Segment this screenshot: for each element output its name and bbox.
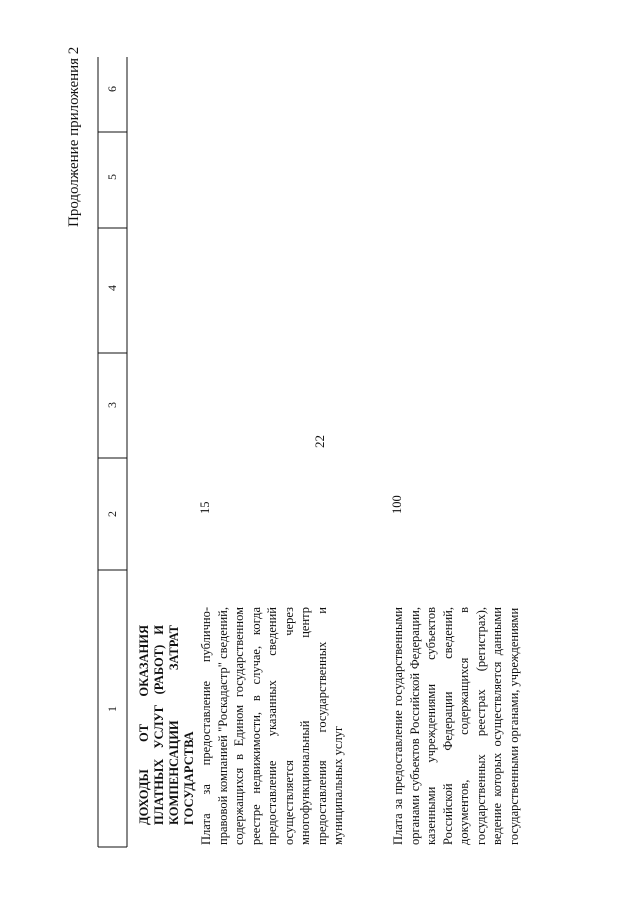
section-title: ДОХОДЫ ОТ ОКАЗАНИЯ ПЛАТНЫХ УСЛУГ (РАБОТ) И КОМПЕНСАЦИИ ЗАТРАТ ГОСУДАРСТВА [137, 625, 196, 825]
column-number-1: 1 [105, 706, 119, 712]
row-1-description: Плата за предоставление публично-правовой компанией "Роскадастр" сведений, содержащихся в Едином государственном реестре недвижимости, в случае, когда предоставление указанных сведений осуществляется через многофункциональный центр предоставления государственных и муниципальных услуг [199, 607, 345, 845]
column-number-5: 5 [105, 174, 119, 180]
column-number-4: 4 [105, 285, 119, 291]
row-1-value: 15 [198, 501, 212, 514]
page-number: 22 [312, 435, 327, 448]
continuation-label: Продолжение приложения 2 [66, 46, 82, 227]
row-2-description: Плата за предоставление государственными органами субъектов Российской Федерации, казенными учреждениями субъектов Российской Федерации сведений, документов, содержащихся в государственных реестрах (регистрах), ведение которых осуществляется данными государственными органами, учреждениями [391, 607, 521, 845]
column-number-2: 2 [105, 511, 119, 517]
row-2-value: 100 [390, 495, 404, 514]
column-number-6: 6 [105, 86, 119, 92]
column-number-3: 3 [105, 402, 119, 408]
